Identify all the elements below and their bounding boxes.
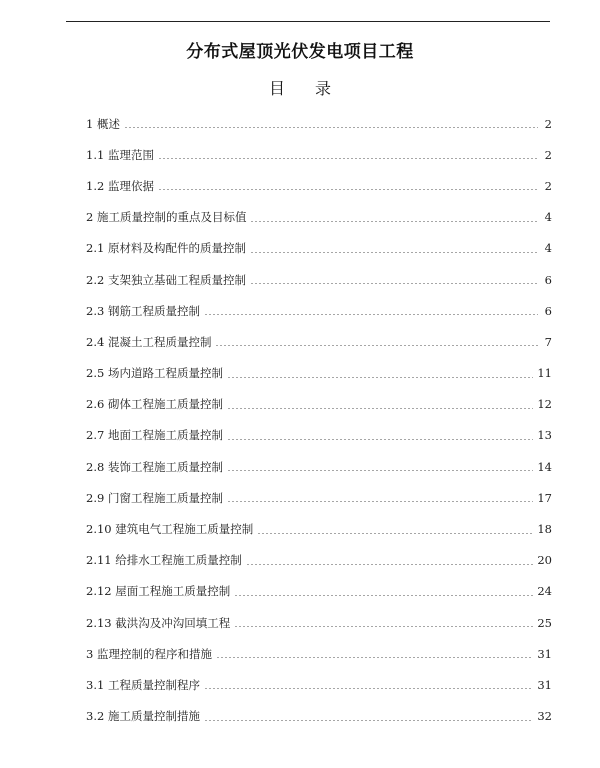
toc-entry-label: 2.8 装饰工程施工质量控制: [86, 459, 223, 474]
toc-entry-label: 2.10 建筑电气工程施工质量控制: [86, 522, 254, 537]
toc-entry-label: 1.1 监理范围: [86, 147, 154, 162]
toc-dot-leader: [124, 127, 538, 128]
toc-dot-leader: [250, 252, 538, 253]
toc-entry[interactable]: [86, 638, 552, 669]
toc-dot-leader: [257, 533, 533, 534]
toc-entry[interactable]: [86, 233, 552, 264]
toc-entry-label: 2.13 截洪沟及冲沟回填工程: [86, 615, 231, 630]
toc-dot-leader: [250, 283, 538, 284]
toc-entry-page-number: 31: [537, 677, 552, 692]
toc-entry-page-number: 12: [537, 397, 552, 412]
toc-entry-label: 3.2 施工质量控制措施: [86, 709, 200, 724]
toc-entry[interactable]: [86, 607, 552, 638]
toc-entry-page-number: 11: [537, 366, 552, 381]
toc-dot-leader: [227, 439, 533, 440]
toc-entry[interactable]: [86, 264, 552, 295]
toc-dot-leader: [250, 221, 538, 222]
header-rule: [66, 21, 550, 22]
toc-entry[interactable]: [86, 482, 552, 513]
toc-entry[interactable]: [86, 139, 552, 170]
toc-dot-leader: [234, 595, 533, 596]
toc-entry-page-number: 2: [544, 147, 552, 162]
toc-entry-page-number: 4: [544, 210, 552, 225]
document-title: 分布式屋顶光伏发电项目工程: [186, 42, 414, 62]
toc-dot-leader: [215, 345, 538, 346]
toc-heading: 目录: [268, 79, 361, 98]
toc-entry[interactable]: [86, 701, 552, 732]
toc-entry[interactable]: [86, 669, 552, 700]
toc-entry-page-number: 6: [544, 303, 552, 318]
toc-entry[interactable]: [86, 326, 552, 357]
toc-entry-page-number: 2: [544, 178, 552, 193]
toc-entry[interactable]: [86, 295, 552, 326]
toc-entry-page-number: 4: [544, 241, 552, 256]
toc-entry-page-number: 2: [544, 116, 552, 131]
table-of-contents: [86, 108, 552, 732]
toc-dot-leader: [227, 408, 533, 409]
toc-entry-page-number: 20: [537, 553, 552, 568]
toc-entry-label: 2.3 钢筋工程质量控制: [86, 303, 200, 318]
toc-entry[interactable]: [86, 451, 552, 482]
toc-entry-page-number: 32: [537, 709, 552, 724]
toc-entry-page-number: 14: [537, 459, 552, 474]
toc-entry[interactable]: [86, 358, 552, 389]
toc-entry-page-number: 25: [537, 615, 552, 630]
toc-entry-page-number: 24: [537, 584, 552, 599]
toc-dot-leader: [216, 657, 533, 658]
toc-entry-label: 1.2 监理依据: [86, 178, 154, 193]
toc-entry-label: 1 概述: [86, 116, 120, 131]
toc-entry-page-number: 18: [537, 522, 552, 537]
toc-dot-leader: [227, 470, 533, 471]
toc-entry-label: 2 施工质量控制的重点及目标值: [86, 210, 247, 225]
toc-dot-leader: [158, 158, 538, 159]
toc-dot-leader: [158, 189, 538, 190]
toc-entry[interactable]: [86, 576, 552, 607]
toc-entry-page-number: 6: [544, 272, 552, 287]
toc-dot-leader: [234, 626, 533, 627]
toc-entry-page-number: 17: [537, 490, 552, 505]
toc-entry[interactable]: [86, 202, 552, 233]
toc-entry[interactable]: [86, 108, 552, 139]
toc-dot-leader: [204, 688, 533, 689]
toc-entry-label: 2.1 原材料及构配件的质量控制: [86, 241, 246, 256]
toc-entry-label: 3 监理控制的程序和措施: [86, 646, 212, 661]
toc-entry[interactable]: [86, 170, 552, 201]
toc-dot-leader: [246, 564, 534, 565]
toc-entry-label: 2.9 门窗工程施工质量控制: [86, 490, 223, 505]
toc-entry-page-number: 31: [537, 646, 552, 661]
toc-dot-leader: [227, 377, 533, 378]
toc-entry-label: 2.4 混凝土工程质量控制: [86, 334, 212, 349]
toc-entry[interactable]: [86, 545, 552, 576]
toc-entry-label: 2.7 地面工程施工质量控制: [86, 428, 223, 443]
toc-entry-label: 2.11 给排水工程施工质量控制: [86, 553, 242, 568]
toc-dot-leader: [204, 314, 538, 315]
toc-entry-label: 2.12 屋面工程施工质量控制: [86, 584, 231, 599]
toc-entry-page-number: 13: [537, 428, 552, 443]
toc-entry[interactable]: [86, 389, 552, 420]
toc-entry-label: 2.5 场内道路工程质量控制: [86, 366, 223, 381]
toc-entry-label: 2.6 砌体工程施工质量控制: [86, 397, 223, 412]
toc-dot-leader: [227, 501, 533, 502]
toc-entry[interactable]: [86, 420, 552, 451]
toc-entry-label: 2.2 支架独立基础工程质量控制: [86, 272, 246, 287]
toc-dot-leader: [204, 720, 533, 721]
toc-entry-page-number: 7: [544, 334, 552, 349]
toc-entry[interactable]: [86, 513, 552, 544]
toc-entry-label: 3.1 工程质量控制程序: [86, 677, 200, 692]
